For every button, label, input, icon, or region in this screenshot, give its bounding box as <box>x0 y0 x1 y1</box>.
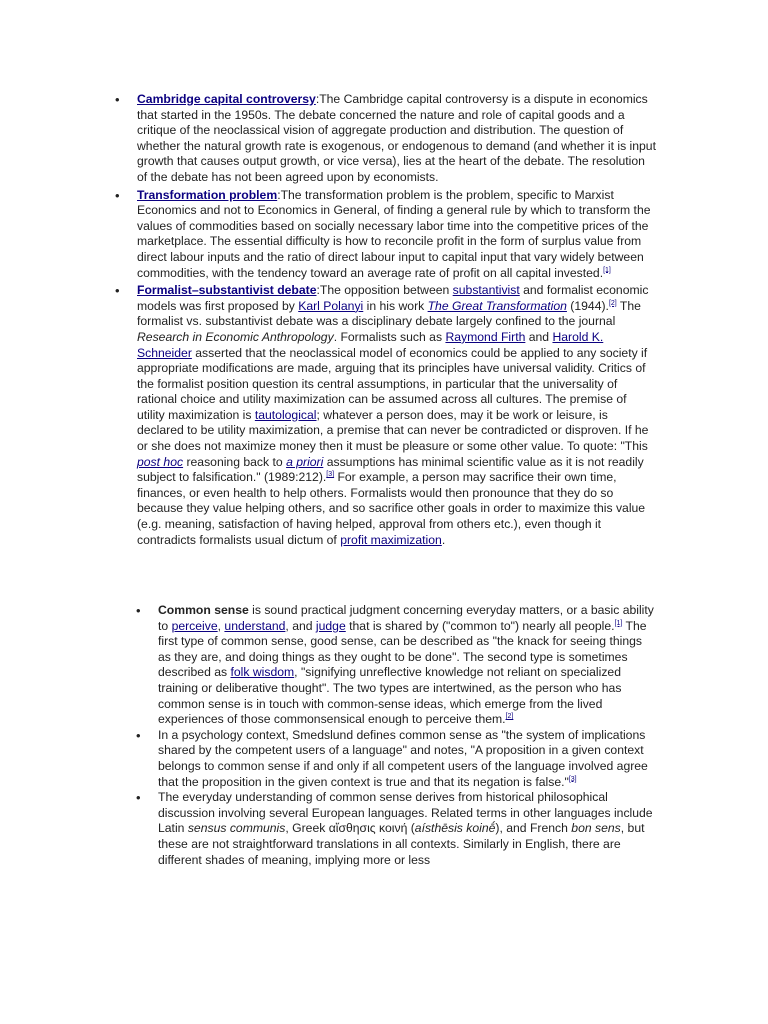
wiki-link[interactable]: substantivist <box>452 283 520 298</box>
main-bullet-list <box>137 92 657 550</box>
wiki-link[interactable]: tautological <box>254 407 317 422</box>
wiki-link[interactable]: The Great Transformation <box>427 298 567 313</box>
citation-link[interactable]: [3] <box>568 775 577 783</box>
citation-link[interactable]: [1] <box>614 619 623 627</box>
list-item: • Formalist–substantivist debate:The opposition between substantivist and formalist economic models was first proposed by Karl Polanyi in his work The Great Transformation (1944).[2] The formalist vs. substantivist debate was a disciplinary debate largely confined to the journal Research in Economic Anthropology. Formalists such as Raymond Firth and Harold K. Schneider asserted that the neoclassical model of economics could be applied to any society if appropriate modifications are made, arguing that its principles have universal validity. Critics of the formalist position question its central assumptions, in particular that the universality of rational choice and utility maximization can be assumed across all cultures. The premise of utility maximization is tautological; whatever a person does, may it be work or leisure, is declared to be utility maximization, a premise that can never be contradicted or disproven. If he or she does not maximize money then it must be pleasure or some other value. To quote: "This post hoc reasoning back to a priori assumptions has minimal scientific value as it is not readily subject to falsification." (1989:212).[3] For example, a person may sacrifice their own time, finances, or even health to help others. Formalists would then pronounce that they do so because they value helping others, and so sacrifice other goals in order to maximize this value (e.g. meaning, satisfaction of having helped, approval from others etc.), even though it contradicts formalists usual dictum of profit maximization. <box>137 283 657 548</box>
wiki-link[interactable]: a priori <box>286 454 324 469</box>
wiki-link[interactable]: post hoc <box>137 454 184 469</box>
wiki-link[interactable]: Karl Polanyi <box>298 298 364 313</box>
common-sense-bullet-list <box>158 603 658 868</box>
term-link[interactable]: Cambridge capital controversy <box>137 92 316 106</box>
wiki-link[interactable]: Harold K. Schneider <box>137 329 604 360</box>
list-item: • The everyday understanding of common sense derives from historical philosophical discussion involving several European languages. Related terms in other languages include Latin sensus communis, Greek αἴσθησις κοινή (aísthēsis koinḗ), and French bon sens, but these are not straightforward translations in all contexts. Similarly in English, there are different shades of meaning, implying more or less <box>158 790 658 868</box>
list-item: • Transformation problem:The transformation problem is the problem, specific to Marxist Economics and not to Economics in General, of finding a general rule by which to transform the values of commodities based on socially necessary labor time into the competitive prices of the marketplace. The essential difficulty is how to reconcile profit in the form of surplus value from direct labour inputs and the ratio of direct labour input to capital input that vary widely between commodities, with the tendency toward an average rate of profit on all capital invested.[1] <box>137 188 657 282</box>
list-item: • Cambridge capital controversy:The Cambridge capital controversy is a dispute in economics that started in the 1950s. The debate concerned the nature and role of capital goods and a critique of the neoclassical vision of aggregate production and distribution. The question of whether the natural growth rate is exogenous, or endogenous to demand (and whether it is input growth that causes output growth, or vice versa), lies at the heart of the debate. The resolution of the debate has not been agreed upon by economists. <box>137 92 657 186</box>
wiki-link[interactable]: understand <box>224 618 286 633</box>
list-item: • Common sense is sound practical judgment concerning everyday matters, or a basic ability to perceive, understand, and judge that is shared by ("common to") nearly all people.[1] The first type of common sense, good sense, can be described as "the knack for seeing things as they are, and doing things as they ought to be done". The second type is sometimes described as folk wisdom, "signifying unreflective knowledge not reliant on specialized training or deliberative thought". The two types are intertwined, as the person who has common sense is in touch with common-sense ideas, which emerge from the lived experiences of those commonsensical enough to perceive them.[2] <box>158 603 658 728</box>
term-link[interactable]: Transformation problem <box>137 187 278 202</box>
term-link[interactable]: Formalist–substantivist debate <box>137 283 317 298</box>
citation-link[interactable]: [2] <box>608 299 617 307</box>
list-item: • In a psychology context, Smedslund defines common sense as "the system of implications shared by the competent users of a language" and notes, "A proposition in a given context belongs to common sense if and only if all competent users of the language involved agree that the proposition in the given context is true and that its negation is false."[3] <box>158 728 658 790</box>
wiki-link[interactable]: Raymond Firth <box>445 329 526 344</box>
wiki-link[interactable]: perceive <box>171 618 218 633</box>
citation-link[interactable]: [1] <box>603 266 611 274</box>
wiki-link[interactable]: folk wisdom <box>230 665 295 680</box>
citation-link[interactable]: [2] <box>505 713 514 721</box>
wiki-link[interactable]: judge <box>315 618 346 633</box>
wiki-link[interactable]: profit maximization <box>340 532 442 547</box>
citation-link[interactable]: [3] <box>326 471 335 479</box>
